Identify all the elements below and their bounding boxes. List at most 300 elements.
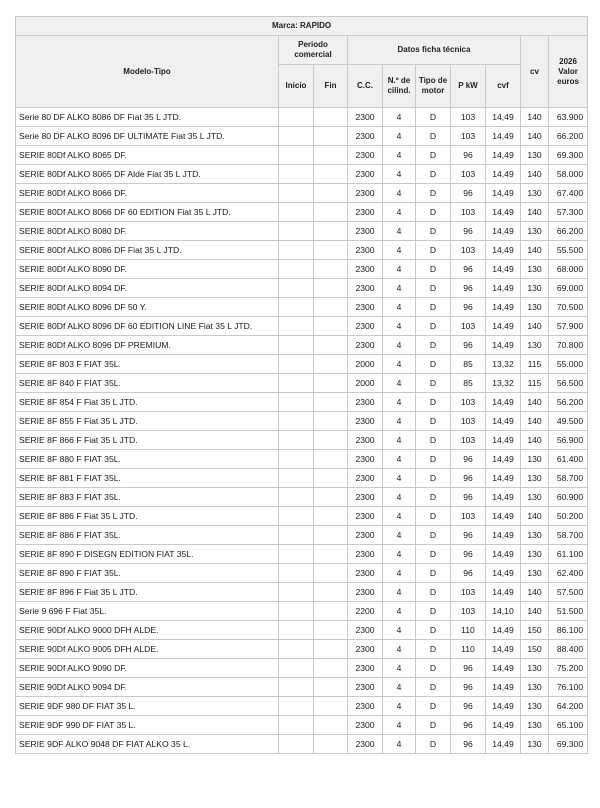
motor-type-cell: D bbox=[416, 184, 451, 203]
cv-cell: 115 bbox=[521, 355, 549, 374]
model-cell: SERIE 9DF ALKO 9048 DF FIAT ALKO 35 L. bbox=[16, 735, 279, 754]
cv-cell: 140 bbox=[521, 583, 549, 602]
cvf-cell: 13,32 bbox=[486, 355, 521, 374]
cv-cell: 150 bbox=[521, 640, 549, 659]
cv-cell: 130 bbox=[521, 659, 549, 678]
model-cell: SERIE 8F 896 F Fiat 35 L JTD. bbox=[16, 583, 279, 602]
model-cell: SERIE 8F 854 F Fiat 35 L JTD. bbox=[16, 393, 279, 412]
pkw-cell: 103 bbox=[451, 165, 486, 184]
model-cell: SERIE 80Df ALKO 8096 DF 60 EDITION LINE Fiat 35 L JTD. bbox=[16, 317, 279, 336]
start-cell bbox=[279, 108, 314, 127]
cc-cell: 2300 bbox=[348, 127, 383, 146]
cvf-cell: 14,49 bbox=[486, 450, 521, 469]
cvf-cell: 13,32 bbox=[486, 374, 521, 393]
start-cell bbox=[279, 735, 314, 754]
value-cell: 69.000 bbox=[549, 279, 588, 298]
cv-cell: 130 bbox=[521, 450, 549, 469]
end-cell bbox=[314, 165, 348, 184]
cylinders-cell: 4 bbox=[383, 336, 416, 355]
start-cell bbox=[279, 602, 314, 621]
end-cell bbox=[314, 355, 348, 374]
pkw-cell: 85 bbox=[451, 355, 486, 374]
model-cell: Serie 80 DF ALKO 8086 DF Fiat 35 L JTD. bbox=[16, 108, 279, 127]
cylinders-cell: 4 bbox=[383, 659, 416, 678]
cvf-cell: 14,49 bbox=[486, 735, 521, 754]
cvf-cell: 14,49 bbox=[486, 127, 521, 146]
start-cell bbox=[279, 203, 314, 222]
end-cell bbox=[314, 184, 348, 203]
value-cell: 75.200 bbox=[549, 659, 588, 678]
value-cell: 51.500 bbox=[549, 602, 588, 621]
model-cell: SERIE 90Df ALKO 9090 DF. bbox=[16, 659, 279, 678]
value-cell: 58.700 bbox=[549, 526, 588, 545]
table-row bbox=[16, 317, 588, 336]
pkw-cell: 96 bbox=[451, 659, 486, 678]
cylinders-cell: 4 bbox=[383, 241, 416, 260]
pkw-cell: 96 bbox=[451, 697, 486, 716]
header-cylinders: N.º de cilind. bbox=[383, 65, 416, 108]
cvf-cell: 14,49 bbox=[486, 431, 521, 450]
cylinders-cell: 4 bbox=[383, 488, 416, 507]
start-cell bbox=[279, 678, 314, 697]
value-cell: 61.400 bbox=[549, 450, 588, 469]
motor-type-cell: D bbox=[416, 260, 451, 279]
cylinders-cell: 4 bbox=[383, 678, 416, 697]
cv-cell: 130 bbox=[521, 545, 549, 564]
cvf-cell: 14,49 bbox=[486, 184, 521, 203]
start-cell bbox=[279, 241, 314, 260]
table-row bbox=[16, 222, 588, 241]
cylinders-cell: 4 bbox=[383, 165, 416, 184]
end-cell bbox=[314, 507, 348, 526]
value-cell: 64.200 bbox=[549, 697, 588, 716]
pkw-cell: 96 bbox=[451, 279, 486, 298]
model-cell: SERIE 8F 803 F FIAT 35L. bbox=[16, 355, 279, 374]
cv-cell: 140 bbox=[521, 393, 549, 412]
cvf-cell: 14,49 bbox=[486, 716, 521, 735]
end-cell bbox=[314, 431, 348, 450]
motor-type-cell: D bbox=[416, 640, 451, 659]
start-cell bbox=[279, 716, 314, 735]
pkw-cell: 103 bbox=[451, 241, 486, 260]
pkw-cell: 96 bbox=[451, 545, 486, 564]
start-cell bbox=[279, 431, 314, 450]
motor-type-cell: D bbox=[416, 393, 451, 412]
cc-cell: 2300 bbox=[348, 241, 383, 260]
pkw-cell: 96 bbox=[451, 184, 486, 203]
cvf-cell: 14,49 bbox=[486, 507, 521, 526]
cv-cell: 130 bbox=[521, 678, 549, 697]
start-cell bbox=[279, 374, 314, 393]
pkw-cell: 103 bbox=[451, 108, 486, 127]
cc-cell: 2300 bbox=[348, 697, 383, 716]
motor-type-cell: D bbox=[416, 222, 451, 241]
table-row bbox=[16, 165, 588, 184]
start-cell bbox=[279, 412, 314, 431]
table-row bbox=[16, 602, 588, 621]
cv-cell: 140 bbox=[521, 203, 549, 222]
cvf-cell: 14,49 bbox=[486, 260, 521, 279]
model-cell: SERIE 80Df ALKO 8066 DF. bbox=[16, 184, 279, 203]
cc-cell: 2300 bbox=[348, 108, 383, 127]
header-pkw: P kW bbox=[451, 65, 486, 108]
end-cell bbox=[314, 127, 348, 146]
value-cell: 66.200 bbox=[549, 127, 588, 146]
header-start: Inicio bbox=[279, 65, 314, 108]
table-row bbox=[16, 659, 588, 678]
cc-cell: 2000 bbox=[348, 355, 383, 374]
cvf-cell: 14,49 bbox=[486, 545, 521, 564]
end-cell bbox=[314, 678, 348, 697]
value-cell: 57.500 bbox=[549, 583, 588, 602]
cylinders-cell: 4 bbox=[383, 735, 416, 754]
table-row bbox=[16, 507, 588, 526]
table-row bbox=[16, 279, 588, 298]
value-cell: 88.400 bbox=[549, 640, 588, 659]
end-cell bbox=[314, 450, 348, 469]
cvf-cell: 14,49 bbox=[486, 203, 521, 222]
cv-cell: 115 bbox=[521, 374, 549, 393]
value-cell: 67.400 bbox=[549, 184, 588, 203]
start-cell bbox=[279, 355, 314, 374]
model-cell: SERIE 90Df ALKO 9005 DFH ALDE. bbox=[16, 640, 279, 659]
cvf-cell: 14,49 bbox=[486, 564, 521, 583]
table-row bbox=[16, 203, 588, 222]
cvf-cell: 14,49 bbox=[486, 146, 521, 165]
value-cell: 60.900 bbox=[549, 488, 588, 507]
model-cell: Serie 9 696 F Fiat 35L. bbox=[16, 602, 279, 621]
cc-cell: 2300 bbox=[348, 469, 383, 488]
cvf-cell: 14,49 bbox=[486, 279, 521, 298]
table-row bbox=[16, 431, 588, 450]
motor-type-cell: D bbox=[416, 716, 451, 735]
cc-cell: 2300 bbox=[348, 279, 383, 298]
value-cell: 50.200 bbox=[549, 507, 588, 526]
table-row bbox=[16, 564, 588, 583]
motor-type-cell: D bbox=[416, 621, 451, 640]
cylinders-cell: 4 bbox=[383, 184, 416, 203]
end-cell bbox=[314, 203, 348, 222]
cvf-cell: 14,49 bbox=[486, 336, 521, 355]
motor-type-cell: D bbox=[416, 450, 451, 469]
start-cell bbox=[279, 507, 314, 526]
value-cell: 70.500 bbox=[549, 298, 588, 317]
table-row bbox=[16, 697, 588, 716]
value-cell: 65.100 bbox=[549, 716, 588, 735]
start-cell bbox=[279, 621, 314, 640]
table-row bbox=[16, 336, 588, 355]
table-row bbox=[16, 526, 588, 545]
value-cell: 56.500 bbox=[549, 374, 588, 393]
cylinders-cell: 4 bbox=[383, 317, 416, 336]
header-end: Fin bbox=[314, 65, 348, 108]
cylinders-cell: 4 bbox=[383, 108, 416, 127]
table-row bbox=[16, 640, 588, 659]
cc-cell: 2200 bbox=[348, 602, 383, 621]
motor-type-cell: D bbox=[416, 203, 451, 222]
cc-cell: 2300 bbox=[348, 146, 383, 165]
motor-type-cell: D bbox=[416, 564, 451, 583]
cc-cell: 2300 bbox=[348, 716, 383, 735]
pkw-cell: 103 bbox=[451, 507, 486, 526]
cvf-cell: 14,10 bbox=[486, 602, 521, 621]
motor-type-cell: D bbox=[416, 241, 451, 260]
end-cell bbox=[314, 659, 348, 678]
value-cell: 86.100 bbox=[549, 621, 588, 640]
motor-type-cell: D bbox=[416, 545, 451, 564]
start-cell bbox=[279, 583, 314, 602]
model-cell: SERIE 8F 890 F FIAT 35L. bbox=[16, 564, 279, 583]
cvf-cell: 14,49 bbox=[486, 222, 521, 241]
cylinders-cell: 4 bbox=[383, 355, 416, 374]
cv-cell: 130 bbox=[521, 469, 549, 488]
model-cell: SERIE 80Df ALKO 8065 DF. bbox=[16, 146, 279, 165]
value-cell: 58.000 bbox=[549, 165, 588, 184]
value-cell: 68.000 bbox=[549, 260, 588, 279]
end-cell bbox=[314, 260, 348, 279]
motor-type-cell: D bbox=[416, 355, 451, 374]
pkw-cell: 96 bbox=[451, 526, 486, 545]
cvf-cell: 14,49 bbox=[486, 621, 521, 640]
model-cell: SERIE 80Df ALKO 8065 DF Alde Fiat 35 L JTD. bbox=[16, 165, 279, 184]
cc-cell: 2300 bbox=[348, 583, 383, 602]
value-cell: 61.100 bbox=[549, 545, 588, 564]
table-row bbox=[16, 374, 588, 393]
header-cvf: cvf bbox=[486, 65, 521, 108]
table-row bbox=[16, 127, 588, 146]
start-cell bbox=[279, 222, 314, 241]
cv-cell: 140 bbox=[521, 165, 549, 184]
cylinders-cell: 4 bbox=[383, 640, 416, 659]
value-cell: 76.100 bbox=[549, 678, 588, 697]
cc-cell: 2300 bbox=[348, 526, 383, 545]
cc-cell: 2300 bbox=[348, 659, 383, 678]
value-cell: 56.900 bbox=[549, 431, 588, 450]
value-cell: 66.200 bbox=[549, 222, 588, 241]
value-cell: 57.300 bbox=[549, 203, 588, 222]
value-cell: 56.200 bbox=[549, 393, 588, 412]
cylinders-cell: 4 bbox=[383, 564, 416, 583]
header-tech-data: Datos ficha técnica bbox=[348, 36, 521, 65]
end-cell bbox=[314, 222, 348, 241]
end-cell bbox=[314, 716, 348, 735]
table-row bbox=[16, 716, 588, 735]
cylinders-cell: 4 bbox=[383, 203, 416, 222]
model-cell: SERIE 8F 855 F Fiat 35 L JTD. bbox=[16, 412, 279, 431]
value-cell: 55.500 bbox=[549, 241, 588, 260]
pkw-cell: 96 bbox=[451, 298, 486, 317]
model-cell: SERIE 8F 883 F FIAT 35L. bbox=[16, 488, 279, 507]
model-cell: SERIE 9DF 980 DF FIAT 35 L. bbox=[16, 697, 279, 716]
cc-cell: 2300 bbox=[348, 412, 383, 431]
motor-type-cell: D bbox=[416, 279, 451, 298]
cc-cell: 2300 bbox=[348, 222, 383, 241]
cv-cell: 140 bbox=[521, 108, 549, 127]
cv-cell: 140 bbox=[521, 127, 549, 146]
model-cell: SERIE 80Df ALKO 8086 DF Fiat 35 L JTD. bbox=[16, 241, 279, 260]
end-cell bbox=[314, 393, 348, 412]
header-period: Periodo comercial bbox=[279, 36, 348, 65]
motor-type-cell: D bbox=[416, 659, 451, 678]
cvf-cell: 14,49 bbox=[486, 659, 521, 678]
table-row bbox=[16, 583, 588, 602]
motor-type-cell: D bbox=[416, 108, 451, 127]
cv-cell: 130 bbox=[521, 279, 549, 298]
value-cell: 58.700 bbox=[549, 469, 588, 488]
start-cell bbox=[279, 298, 314, 317]
cylinders-cell: 4 bbox=[383, 621, 416, 640]
cvf-cell: 14,49 bbox=[486, 678, 521, 697]
pkw-cell: 103 bbox=[451, 203, 486, 222]
pkw-cell: 103 bbox=[451, 127, 486, 146]
cylinders-cell: 4 bbox=[383, 526, 416, 545]
cylinders-cell: 4 bbox=[383, 583, 416, 602]
header-cc: C.C. bbox=[348, 65, 383, 108]
start-cell bbox=[279, 640, 314, 659]
start-cell bbox=[279, 127, 314, 146]
cylinders-cell: 4 bbox=[383, 222, 416, 241]
cc-cell: 2300 bbox=[348, 488, 383, 507]
cv-cell: 130 bbox=[521, 146, 549, 165]
cc-cell: 2300 bbox=[348, 260, 383, 279]
end-cell bbox=[314, 336, 348, 355]
cv-cell: 140 bbox=[521, 602, 549, 621]
motor-type-cell: D bbox=[416, 412, 451, 431]
cc-cell: 2300 bbox=[348, 640, 383, 659]
table-row bbox=[16, 450, 588, 469]
cv-cell: 130 bbox=[521, 184, 549, 203]
cv-cell: 130 bbox=[521, 564, 549, 583]
end-cell bbox=[314, 621, 348, 640]
table-row bbox=[16, 146, 588, 165]
cylinders-cell: 4 bbox=[383, 697, 416, 716]
cylinders-cell: 4 bbox=[383, 412, 416, 431]
pkw-cell: 96 bbox=[451, 488, 486, 507]
pkw-cell: 103 bbox=[451, 393, 486, 412]
start-cell bbox=[279, 564, 314, 583]
cv-cell: 130 bbox=[521, 735, 549, 754]
motor-type-cell: D bbox=[416, 526, 451, 545]
motor-type-cell: D bbox=[416, 146, 451, 165]
cc-cell: 2300 bbox=[348, 184, 383, 203]
model-cell: SERIE 80Df ALKO 8066 DF 60 EDITION Fiat 35 L JTD. bbox=[16, 203, 279, 222]
cc-cell: 2300 bbox=[348, 545, 383, 564]
table-row bbox=[16, 545, 588, 564]
value-cell: 57.900 bbox=[549, 317, 588, 336]
pkw-cell: 96 bbox=[451, 735, 486, 754]
cylinders-cell: 4 bbox=[383, 393, 416, 412]
end-cell bbox=[314, 564, 348, 583]
end-cell bbox=[314, 146, 348, 165]
pkw-cell: 103 bbox=[451, 317, 486, 336]
model-cell: SERIE 8F 881 F FIAT 35L. bbox=[16, 469, 279, 488]
start-cell bbox=[279, 317, 314, 336]
model-cell: SERIE 80Df ALKO 8080 DF. bbox=[16, 222, 279, 241]
pkw-cell: 110 bbox=[451, 621, 486, 640]
end-cell bbox=[314, 469, 348, 488]
cv-cell: 130 bbox=[521, 336, 549, 355]
model-cell: SERIE 80Df ALKO 8094 DF. bbox=[16, 279, 279, 298]
motor-type-cell: D bbox=[416, 469, 451, 488]
motor-type-cell: D bbox=[416, 336, 451, 355]
table-header bbox=[16, 17, 588, 108]
end-cell bbox=[314, 697, 348, 716]
cv-cell: 140 bbox=[521, 317, 549, 336]
value-cell: 49.500 bbox=[549, 412, 588, 431]
model-cell: SERIE 8F 886 F Fiat 35 L JTD. bbox=[16, 507, 279, 526]
motor-type-cell: D bbox=[416, 317, 451, 336]
model-cell: SERIE 9DF 990 DF FIAT 35 L. bbox=[16, 716, 279, 735]
cv-cell: 140 bbox=[521, 431, 549, 450]
motor-type-cell: D bbox=[416, 507, 451, 526]
cv-cell: 130 bbox=[521, 298, 549, 317]
cvf-cell: 14,49 bbox=[486, 412, 521, 431]
cylinders-cell: 4 bbox=[383, 545, 416, 564]
start-cell bbox=[279, 165, 314, 184]
end-cell bbox=[314, 526, 348, 545]
pkw-cell: 96 bbox=[451, 469, 486, 488]
cc-cell: 2300 bbox=[348, 507, 383, 526]
pkw-cell: 96 bbox=[451, 716, 486, 735]
cv-cell: 130 bbox=[521, 716, 549, 735]
cylinders-cell: 4 bbox=[383, 431, 416, 450]
table-row bbox=[16, 488, 588, 507]
motor-type-cell: D bbox=[416, 431, 451, 450]
cylinders-cell: 4 bbox=[383, 146, 416, 165]
motor-type-cell: D bbox=[416, 374, 451, 393]
cc-cell: 2300 bbox=[348, 393, 383, 412]
cvf-cell: 14,49 bbox=[486, 298, 521, 317]
start-cell bbox=[279, 469, 314, 488]
end-cell bbox=[314, 241, 348, 260]
end-cell bbox=[314, 374, 348, 393]
value-cell: 62.400 bbox=[549, 564, 588, 583]
cv-cell: 130 bbox=[521, 526, 549, 545]
cylinders-cell: 4 bbox=[383, 469, 416, 488]
model-cell: SERIE 80Df ALKO 8096 DF PREMIUM. bbox=[16, 336, 279, 355]
table-row bbox=[16, 241, 588, 260]
start-cell bbox=[279, 545, 314, 564]
cylinders-cell: 4 bbox=[383, 450, 416, 469]
cv-cell: 140 bbox=[521, 412, 549, 431]
model-cell: SERIE 90Df ALKO 9094 DF. bbox=[16, 678, 279, 697]
table-row bbox=[16, 260, 588, 279]
start-cell bbox=[279, 526, 314, 545]
cvf-cell: 14,49 bbox=[486, 526, 521, 545]
model-cell: SERIE 90Df ALKO 9000 DFH ALDE. bbox=[16, 621, 279, 640]
start-cell bbox=[279, 336, 314, 355]
table-row bbox=[16, 412, 588, 431]
motor-type-cell: D bbox=[416, 298, 451, 317]
end-cell bbox=[314, 735, 348, 754]
pkw-cell: 103 bbox=[451, 583, 486, 602]
cv-cell: 130 bbox=[521, 697, 549, 716]
cc-cell: 2300 bbox=[348, 678, 383, 697]
cc-cell: 2300 bbox=[348, 203, 383, 222]
motor-type-cell: D bbox=[416, 165, 451, 184]
price-table-container bbox=[15, 16, 587, 754]
table-row bbox=[16, 298, 588, 317]
cc-cell: 2300 bbox=[348, 735, 383, 754]
cv-cell: 130 bbox=[521, 488, 549, 507]
start-cell bbox=[279, 184, 314, 203]
table-row bbox=[16, 184, 588, 203]
end-cell bbox=[314, 108, 348, 127]
end-cell bbox=[314, 545, 348, 564]
cc-cell: 2300 bbox=[348, 564, 383, 583]
cylinders-cell: 4 bbox=[383, 298, 416, 317]
cvf-cell: 14,49 bbox=[486, 640, 521, 659]
